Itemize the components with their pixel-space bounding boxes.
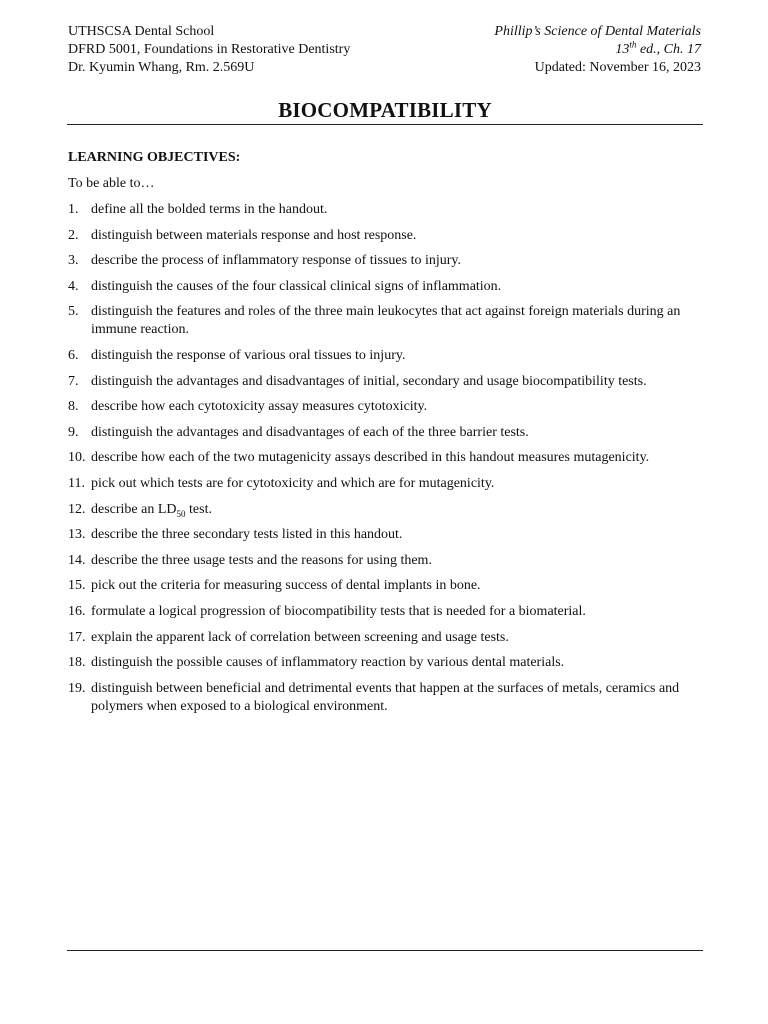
list-item-text: describe the process of inflammatory response of tissues to injury.	[91, 253, 462, 269]
list-item-text: distinguish the advantages and disadvantages of initial, secondary and usage biocompatibility tests.	[91, 373, 647, 389]
list-item	[68, 201, 708, 219]
list-item	[68, 373, 708, 391]
subscript: 50	[176, 508, 186, 519]
header-updated: Updated: November 16, 2023	[534, 60, 701, 75]
list-item	[68, 449, 708, 467]
list-item-text: pick out the criteria for measuring success of dental implants in bone.	[91, 578, 481, 594]
list-item-text: distinguish the advantages and disadvantages of each of the three barrier tests.	[91, 424, 529, 440]
section-title: LEARNING OBJECTIVES:	[68, 150, 241, 165]
header-edition	[615, 41, 701, 59]
list-item-text: distinguish between materials response and host response.	[91, 227, 417, 243]
header-course: DFRD 5001, Foundations in Restorative Dentistry	[68, 42, 351, 57]
list-item-number: 1.	[68, 202, 79, 217]
objectives-list	[68, 201, 708, 723]
list-item-text: define all the bolded terms in the handout.	[91, 202, 328, 217]
title-divider	[67, 124, 703, 125]
list-item-number: 7.	[68, 373, 79, 389]
list-item-text: distinguish between beneficial and detrimental events that happen at the surfaces of metals, ceramics and polymers when exposed to a biological environment.	[91, 680, 680, 714]
list-item-text: distinguish the causes of the four classical clinical signs of inflammation.	[91, 278, 502, 294]
list-item-text: pick out which tests are for cytotoxicity and which are for mutagenicity.	[91, 475, 495, 491]
page-title: BIOCOMPATIBILITY	[278, 98, 492, 122]
list-item-number: 13.	[68, 527, 86, 543]
list-item	[68, 227, 708, 245]
list-item-number: 12.	[68, 501, 86, 517]
list-item-number: 9.	[68, 424, 79, 440]
list-item	[68, 680, 708, 716]
edition-chapter: ed., Ch. 17	[636, 42, 701, 57]
header-instructor: Dr. Kyumin Whang, Rm. 2.569U	[68, 60, 255, 75]
list-item-text: formulate a logical progression of biocompatibility tests that is needed for a biomaterial.	[91, 603, 586, 619]
list-item	[68, 526, 708, 544]
list-item-number: 2.	[68, 227, 79, 243]
list-item	[68, 278, 708, 296]
page-header	[68, 23, 701, 77]
list-item-text: distinguish the response of various oral tissues to injury.	[91, 347, 406, 363]
list-item-number: 16.	[68, 603, 86, 619]
list-item-number: 4.	[68, 278, 79, 294]
header-row-3	[68, 59, 701, 77]
list-item	[68, 347, 708, 365]
list-item-number: 15.	[68, 578, 86, 594]
list-item-text: describe how each of the two mutagenicity assays described in this handout measures mutagenicity.	[91, 450, 650, 466]
intro-text: To be able to…	[68, 176, 155, 191]
list-item	[68, 398, 708, 416]
list-item-number: 5.	[68, 304, 79, 320]
list-item	[68, 303, 708, 339]
list-item-number: 8.	[68, 399, 79, 415]
list-item-number: 14.	[68, 552, 86, 568]
list-item-text: describe the three secondary tests listed in this handout.	[91, 527, 403, 543]
list-item	[68, 654, 708, 672]
edition-number: 13	[615, 42, 630, 57]
list-item-number: 3.	[68, 253, 79, 269]
list-item-number: 17.	[68, 629, 86, 645]
list-item-number: 18.	[68, 655, 86, 671]
edition-suffix: th	[629, 39, 637, 50]
list-item-number: 6.	[68, 347, 79, 363]
header-row-1	[68, 23, 701, 41]
list-item-number: 11.	[68, 475, 85, 491]
list-item	[68, 424, 708, 442]
list-item-number: 19.	[68, 680, 86, 696]
header-book-title: Phillip’s Science of Dental Materials	[494, 24, 701, 39]
list-item-text: describe how each cytotoxicity assay measures cytotoxicity.	[91, 399, 428, 415]
list-item-text: describe the three usage tests and the reasons for using them.	[91, 552, 432, 568]
list-item	[68, 629, 708, 647]
header-row-2	[68, 41, 701, 59]
list-item	[68, 252, 708, 270]
header-school: UTHSCSA Dental School	[68, 24, 215, 39]
list-item-text: explain the apparent lack of correlation between screening and usage tests.	[91, 629, 509, 645]
footer-divider	[67, 950, 703, 951]
list-item-text: distinguish the possible causes of inflammatory reaction by various dental materials.	[91, 655, 565, 671]
list-item	[68, 603, 708, 621]
list-item-text: distinguish the features and roles of the three main leukocytes that act against foreign materials during an immune reaction.	[91, 304, 681, 338]
list-item	[68, 475, 708, 493]
list-item	[68, 552, 708, 570]
list-item-number: 10.	[68, 450, 86, 466]
list-item-text: describe an $LD_{50}$ test.	[91, 501, 212, 519]
list-item	[68, 577, 708, 595]
list-item	[68, 501, 708, 519]
